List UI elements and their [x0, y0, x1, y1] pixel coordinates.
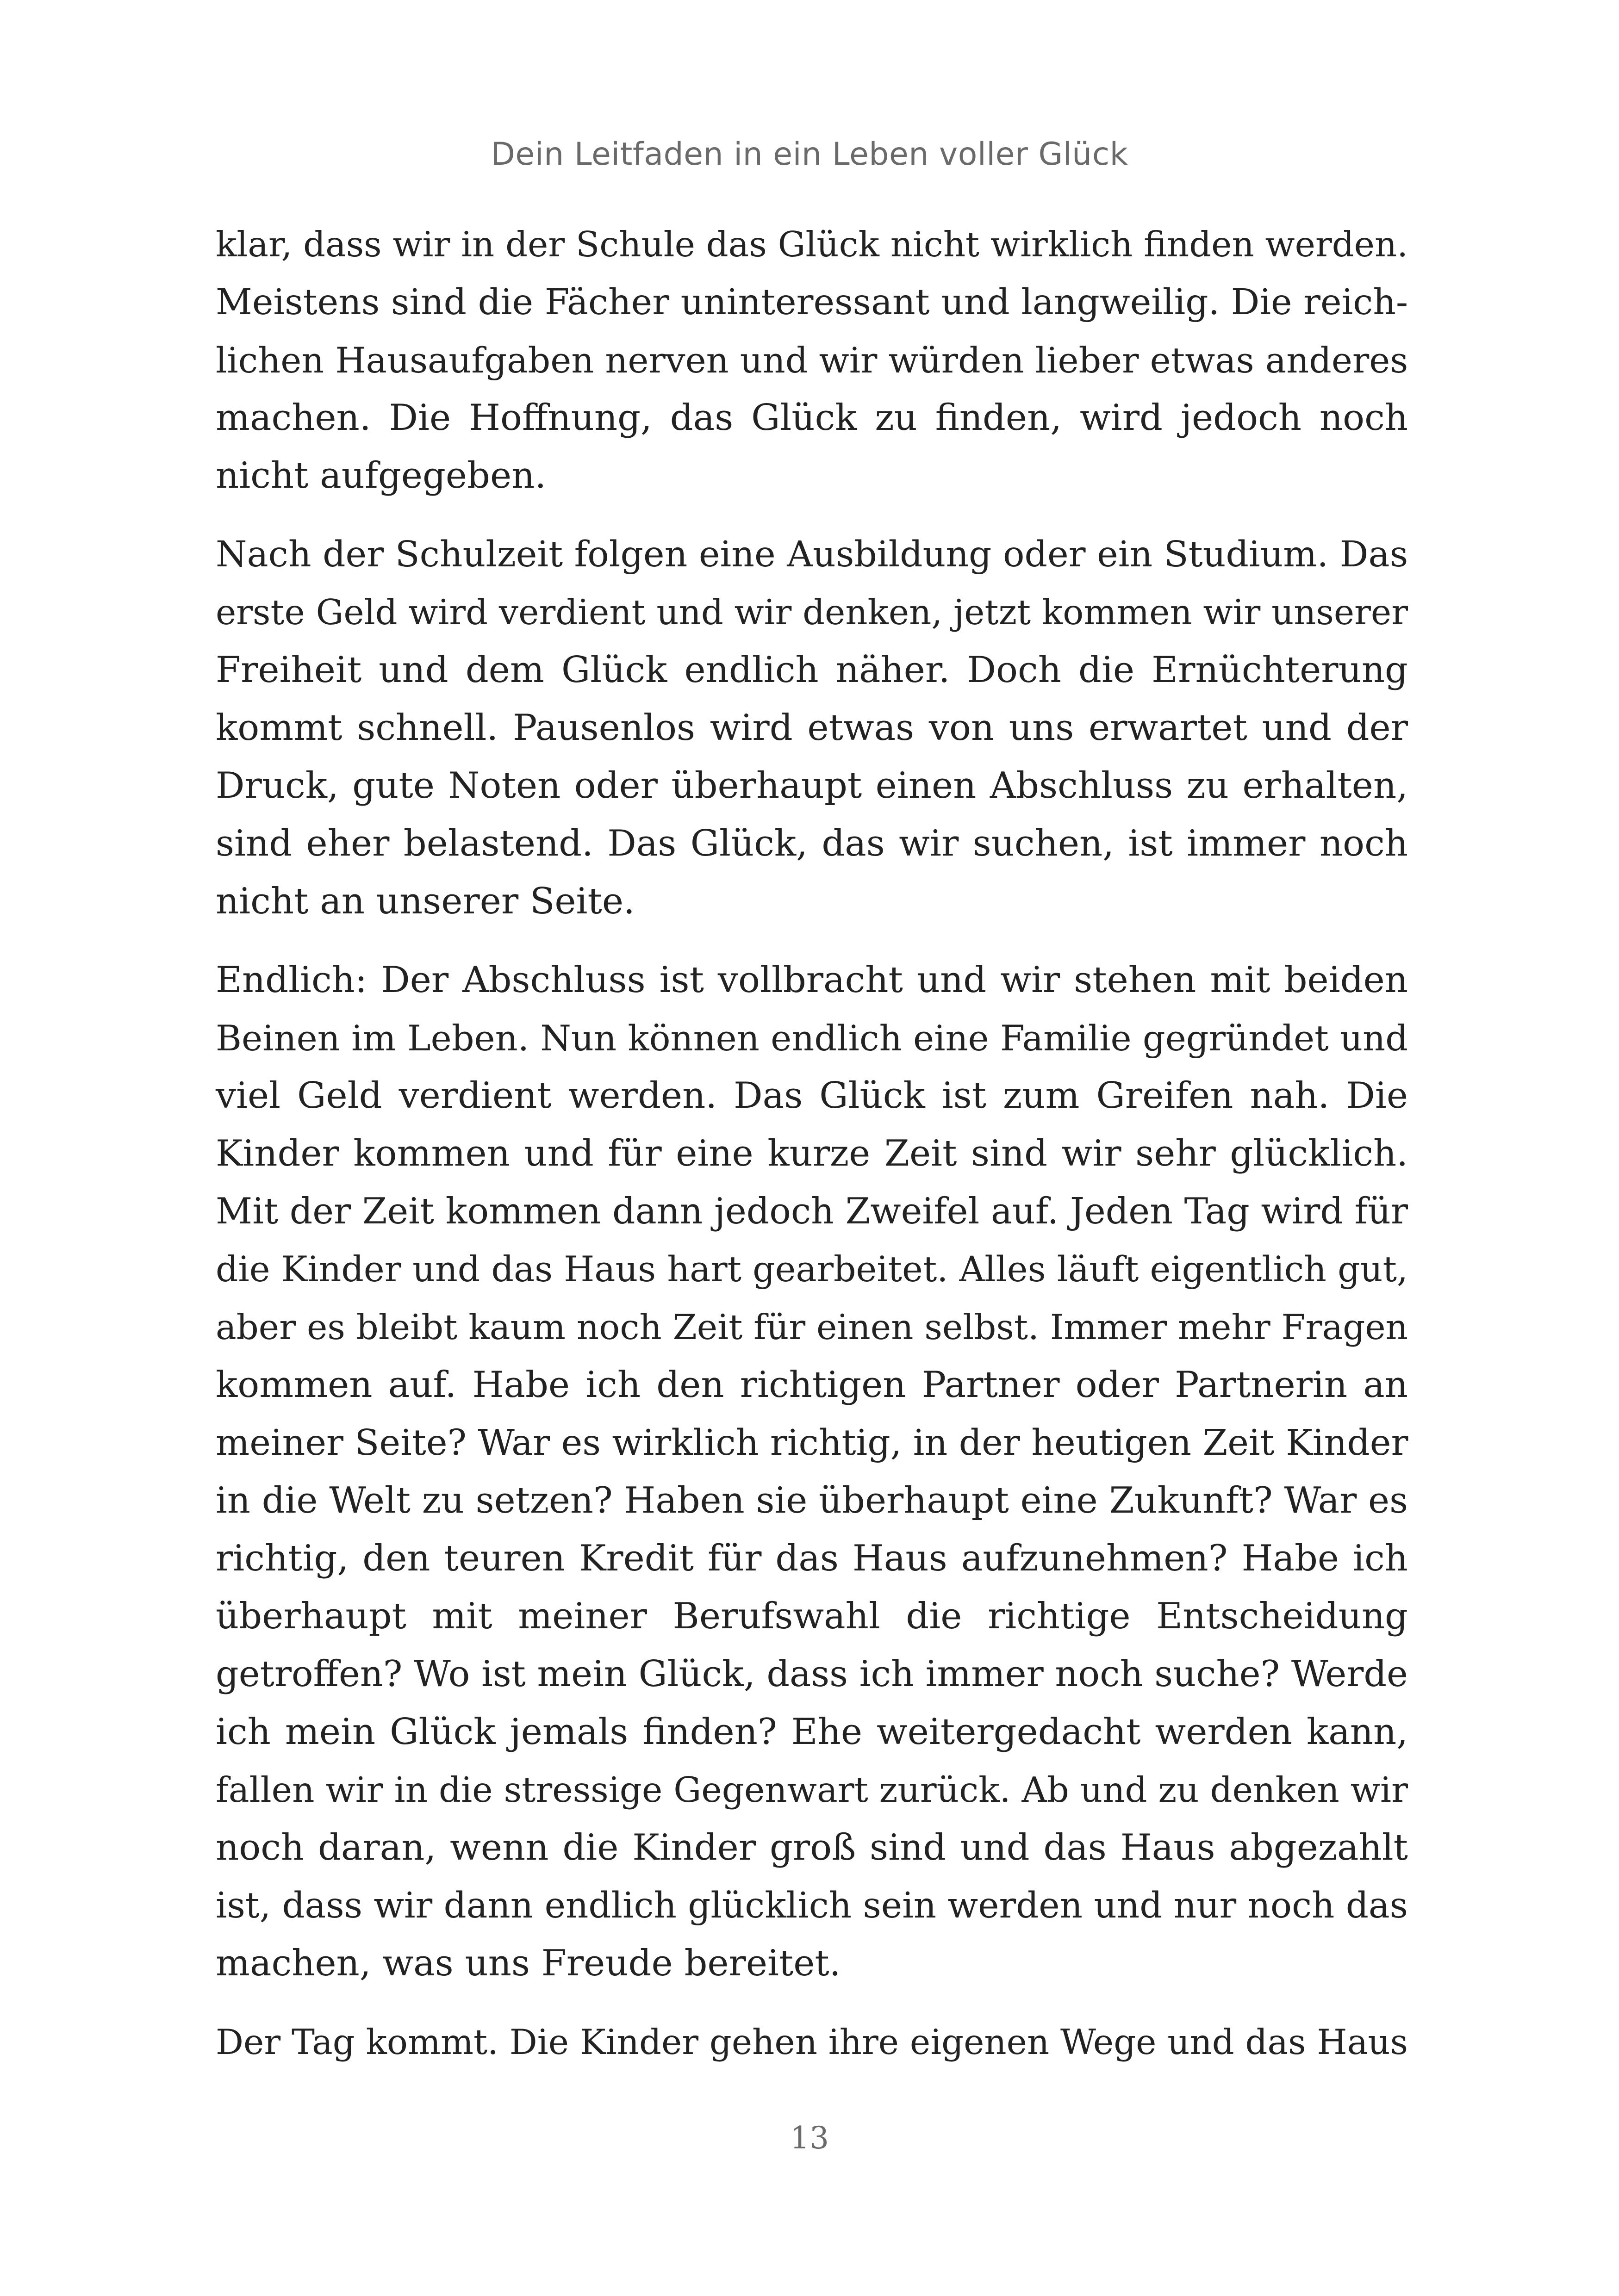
text-line: meiner Seite? War es wirklich richtig, in der heutigen Zeit Kinder: [216, 1422, 1408, 1464]
text-line: Beinen im Leben. Nun können endlich eine Familie gegründet und: [216, 1018, 1408, 1059]
text-line: die Kinder und das Haus hart gearbeitet. Alles läuft eigentlich gut,: [216, 1249, 1408, 1290]
text-line: Endlich: Der Abschluss ist vollbracht und wir stehen mit beiden: [216, 959, 1408, 1001]
text-line: erste Geld wird verdient und wir denken, jetzt kommen wir unserer: [216, 592, 1408, 633]
text-line: klar, dass wir in der Schule das Glück nicht wirklich finden werden.: [216, 224, 1408, 265]
text-line: viel Geld verdient werden. Das Glück ist zum Greifen nah. Die: [216, 1075, 1408, 1117]
text-line: kommen auf. Habe ich den richtigen Partner oder Partnerin an: [216, 1364, 1408, 1406]
text-line: Druck, gute Noten oder überhaupt einen Abschluss zu erhalten,: [216, 765, 1408, 807]
paragraph-4: [216, 2013, 1408, 2071]
page-number: 13: [790, 2120, 829, 2156]
text-line: Kinder kommen und für eine kurze Zeit sind wir sehr glücklich.: [216, 1133, 1408, 1174]
text-line: fallen wir in die stressige Gegenwart zurück. Ab und zu denken wir: [216, 1769, 1408, 1810]
text-line: ist, dass wir dann endlich glücklich sein werden und nur noch das: [216, 1885, 1408, 1926]
text-line: Freiheit und dem Glück endlich näher. Doch die Ernüchterung: [216, 649, 1408, 691]
text-line: Der Tag kommt. Die Kinder gehen ihre eigenen Wege und das Haus: [216, 2022, 1408, 2062]
running-header: Dein Leitfaden in ein Leben voller Glück: [491, 136, 1128, 173]
text-line: richtig, den teuren Kredit für das Haus aufzunehmen? Habe ich: [216, 1538, 1408, 1579]
text-line: noch daran, wenn die Kinder groß sind und das Haus abgezahlt: [216, 1827, 1408, 1868]
text-line: Mit der Zeit kommen dann jedoch Zweifel auf. Jeden Tag wird für: [216, 1191, 1408, 1232]
text-line: sind eher belastend. Das Glück, das wir suchen, ist immer noch: [216, 823, 1408, 864]
paragraph-3: [216, 951, 1408, 1992]
text-line: überhaupt mit meiner Berufswahl die richtige Entscheidung: [216, 1595, 1408, 1637]
paragraph-1: [216, 216, 1408, 505]
text-line: aber es bleibt kaum noch Zeit für einen selbst. Immer mehr Fragen: [216, 1307, 1408, 1347]
text-line: getroffen? Wo ist mein Glück, dass ich immer noch suche? Werde: [216, 1653, 1408, 1695]
text-line: kommt schnell. Pausenlos wird etwas von uns erwartet und der: [216, 707, 1408, 749]
text-line: machen, was uns Freude bereitet.: [216, 1942, 841, 1984]
text-line: nicht an unserer Seite.: [216, 881, 635, 922]
text-line: machen. Die Hoffnung, das Glück zu finden, wird jedoch noch: [216, 397, 1408, 439]
text-line: ich mein Glück jemals finden? Ehe weitergedacht werden kann,: [216, 1711, 1408, 1753]
text-line: Nach der Schulzeit folgen eine Ausbildung oder ein Studium. Das: [216, 534, 1408, 575]
text-line: lichen Hausaufgaben nerven und wir würden lieber etwas anderes: [216, 340, 1408, 381]
paragraph-2: [216, 526, 1408, 931]
text-line: Meistens sind die Fächer uninteressant und langweilig. Die reich-: [216, 281, 1408, 323]
text-line: in die Welt zu setzen? Haben sie überhaupt eine Zukunft? War es: [216, 1480, 1408, 1521]
body-text: [216, 216, 1408, 2092]
text-line: nicht aufgegeben.: [216, 455, 547, 496]
